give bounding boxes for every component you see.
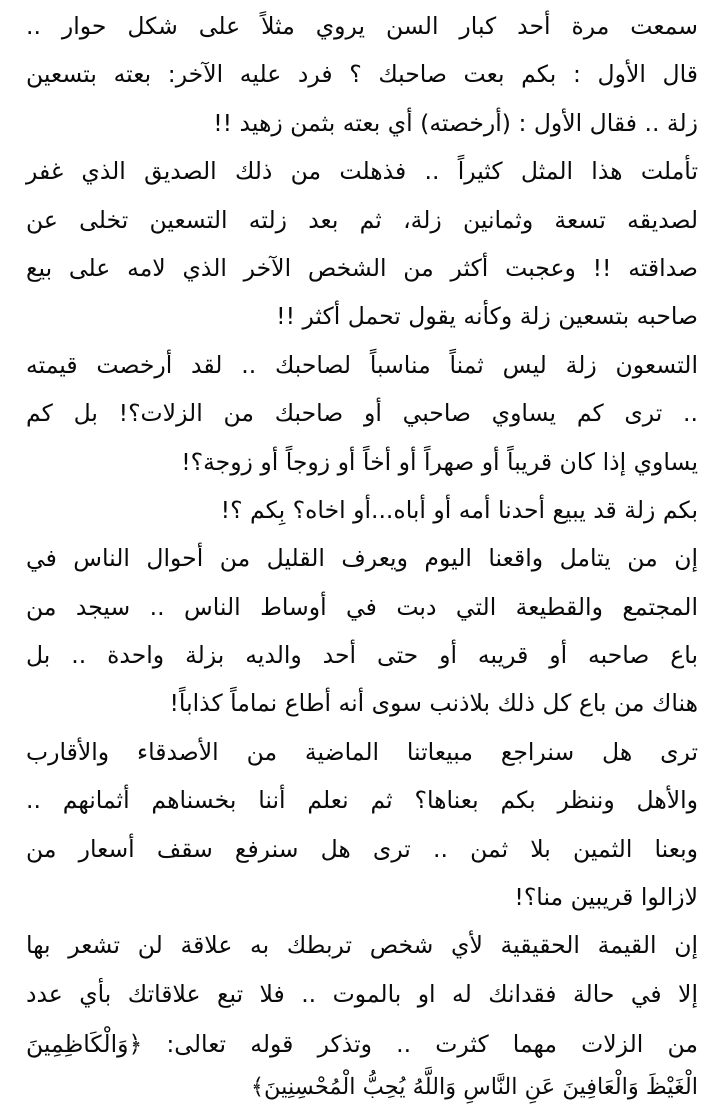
text-line: من الزلات مهما كثرت .. وتذكر قوله تعالى: ﴿وَالْكَاظِمِينَ	[26, 1030, 698, 1059]
text-line: زلة .. فقال الأول : (أرخصته) أي بعته بثمن زهيد !!	[213, 108, 698, 137]
text-line: صداقته !! وعجبت أكثر من الشخص الآخر الذي لامه على بيع	[26, 253, 698, 282]
text-line: والأهل وننظر بكم بعناها؟ ثم نعلم أننا بخسناهم أثمانهم ..	[26, 786, 698, 815]
text-line: يساوي إذا كان قريباً أو صهراً أو أخاً أو زوجاً أو زوجة؟!	[181, 447, 698, 476]
text-line: صاحبه بتسعين زلة وكأنه يقول تحمل أكثر !!	[276, 302, 698, 331]
text-line: بكم زلة قد يبيع أحدنا أمه أو أباه...أو اخاه؟ بِكم ؟!	[220, 495, 698, 524]
verse-line: الْغَيْظَ وَالْعَافِينَ عَنِ النَّاسِ وَاللَّهُ يُحِبُّ الْمُحْسِنِينَ﴾	[250, 1073, 698, 1100]
text-line: لصديقه تسعة وثمانين زلة، ثم بعد زلته التسعين تخلى عن	[26, 205, 698, 234]
text-line: المجتمع والقطيعة التي دبت في أوساط الناس .. سيجد من	[26, 592, 698, 621]
text-line: ترى هل سنراجع مبيعاتنا الماضية من الأصدقاء والأقارب	[26, 737, 698, 766]
text-line: إن القيمة الحقيقية لأي شخص تربطك به علاقة لن تشعر بها	[26, 931, 698, 960]
text-line: التسعون زلة ليس ثمناً مناسباً لصاحبك .. لقد أرخصت قيمته	[26, 350, 698, 379]
text-line: لازالوا قريبين منا؟!	[514, 883, 698, 912]
text-line: إن من يتامل واقعنا اليوم ويعرف القليل من أحوال الناس في	[26, 544, 698, 573]
text-line: قال الأول : بكم بعت صاحبك ؟ فرد عليه الآخر: بعته بتسعين	[26, 60, 698, 89]
text-line: وبعنا الثمين بلا ثمن .. ترى هل سنرفع سقف أسعار من	[26, 834, 698, 863]
text-line: .. ترى كم يساوي صاحبي أو صاحبك من الزلات؟! بل كم	[26, 399, 698, 428]
text-line: هناك من باع كل ذلك بلاذنب سوى أنه أطاع نماماً كذاباً!	[169, 689, 698, 718]
text-line: سمعت مرة أحد كبار السن يروي مثلاً على شكل حوار ..	[26, 12, 698, 40]
text-line: إلا في حالة فقدانك له او بالموت .. فلا تبع علاقاتك بأي عدد	[26, 979, 698, 1008]
text-line: باع صاحبه أو قريبه أو حتى أحد والديه بزلة واحدة .. بل	[26, 641, 698, 670]
text-line: تأملت هذا المثل كثيراً .. فذهلت من ذلك الصديق الذي غفر	[26, 157, 698, 186]
